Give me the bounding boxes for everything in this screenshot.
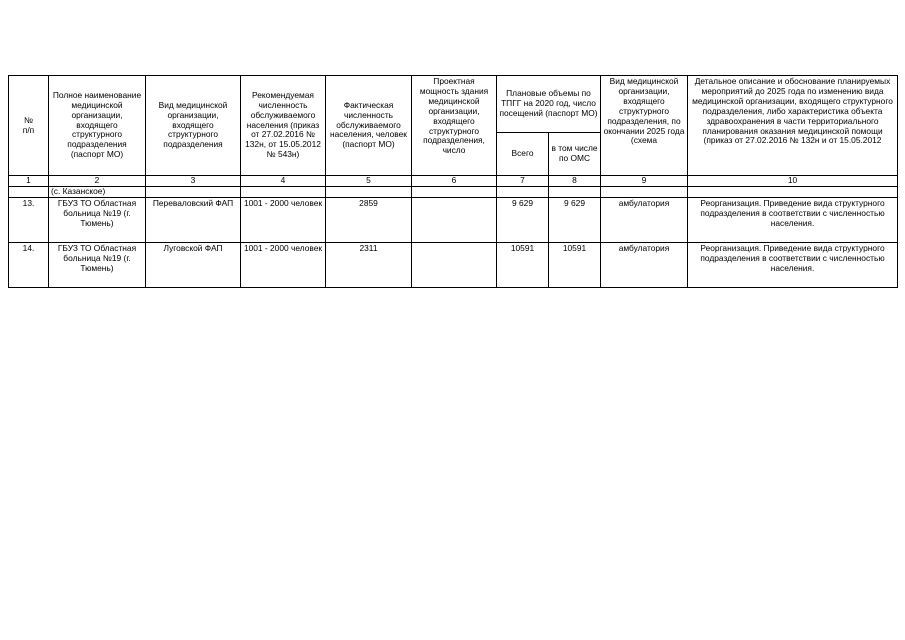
actual-population: 2859 xyxy=(326,197,412,242)
empty-cell xyxy=(412,186,497,197)
empty-cell xyxy=(241,186,326,197)
visits-total: 10591 xyxy=(497,242,549,287)
column-number: 5 xyxy=(326,176,412,187)
header-col-9: Вид медицинской организации, входящего структурного подразделения, по окончании 2025 года (схема xyxy=(601,76,688,176)
organization-name: ГБУЗ ТО Областная больница №19 (г. Тюмень) xyxy=(49,197,146,242)
row-number: 14. xyxy=(9,242,49,287)
column-number: 2 xyxy=(49,176,146,187)
column-number: 10 xyxy=(688,176,898,187)
empty-cell xyxy=(146,186,241,197)
table-row xyxy=(9,197,898,242)
health-facilities-table xyxy=(8,75,898,288)
header-col-5: Фактическая численность обслуживаемого населения, человек (паспорт МО) xyxy=(326,76,412,176)
visits-total: 9 629 xyxy=(497,197,549,242)
design-capacity xyxy=(412,197,497,242)
visits-oms: 9 629 xyxy=(549,197,601,242)
facility-type-2025: амбулатория xyxy=(601,242,688,287)
recommended-population: 1001 - 2000 человек xyxy=(241,197,326,242)
organization-name: ГБУЗ ТО Областная больница №19 (г. Тюмень) xyxy=(49,242,146,287)
column-number: 1 xyxy=(9,176,49,187)
empty-cell xyxy=(601,186,688,197)
facility-type: Переваловский ФАП xyxy=(146,197,241,242)
column-number: 4 xyxy=(241,176,326,187)
header-col-4: Рекомендуемая численность обслуживаемого населения (приказ от 27.02.2016 № 132н, от 15.05.2012 № 543н) xyxy=(241,76,326,176)
header-col-7-8-group: Плановые объемы по ТПГГ на 2020 год, число посещений (паспорт МО) xyxy=(497,76,601,133)
row-number: 13. xyxy=(9,197,49,242)
header-col-8: в том числе по ОМС xyxy=(549,133,601,176)
facility-type: Луговской ФАП xyxy=(146,242,241,287)
column-number: 9 xyxy=(601,176,688,187)
empty-cell xyxy=(326,186,412,197)
empty-cell xyxy=(549,186,601,197)
empty-cell xyxy=(9,186,49,197)
header-row xyxy=(9,76,898,133)
column-number: 6 xyxy=(412,176,497,187)
header-col-2: Полное наименование медицинской организации, входящего структурного подразделения (паспорт МО) xyxy=(49,76,146,176)
continuation-text: (с. Казанское) xyxy=(49,186,146,197)
visits-oms: 10591 xyxy=(549,242,601,287)
column-number: 3 xyxy=(146,176,241,187)
continuation-row xyxy=(9,186,898,197)
facility-type-2025: амбулатория xyxy=(601,197,688,242)
header-col-3: Вид медицинской организации, входящего структурного подразделения xyxy=(146,76,241,176)
measure-description: Реорганизация. Приведение вида структурного подразделения в соответствии с численностью населения. xyxy=(688,197,898,242)
header-col-7: Всего xyxy=(497,133,549,176)
column-number: 8 xyxy=(549,176,601,187)
column-numbers-row xyxy=(9,176,898,187)
recommended-population: 1001 - 2000 человек xyxy=(241,242,326,287)
actual-population: 2311 xyxy=(326,242,412,287)
empty-cell xyxy=(497,186,549,197)
empty-cell xyxy=(688,186,898,197)
header-col-6: Проектная мощность здания медицинской организации, входящего структурного подразделения, число xyxy=(412,76,497,176)
table-row xyxy=(9,242,898,287)
header-col-10: Детальное описание и обоснование планируемых мероприятий до 2025 года по изменению вида медицинской организации, входящего структурного подразделения, либо характеристика объекта здравоохранения в части территориального планирования оказания медицинской помощи (приказ от 27.02.2016 № 132н и от 15.05.2012 xyxy=(688,76,898,176)
design-capacity xyxy=(412,242,497,287)
column-number: 7 xyxy=(497,176,549,187)
measure-description: Реорганизация. Приведение вида структурного подразделения в соответствии с численностью населения. xyxy=(688,242,898,287)
header-col-1: № п/п xyxy=(9,76,49,176)
